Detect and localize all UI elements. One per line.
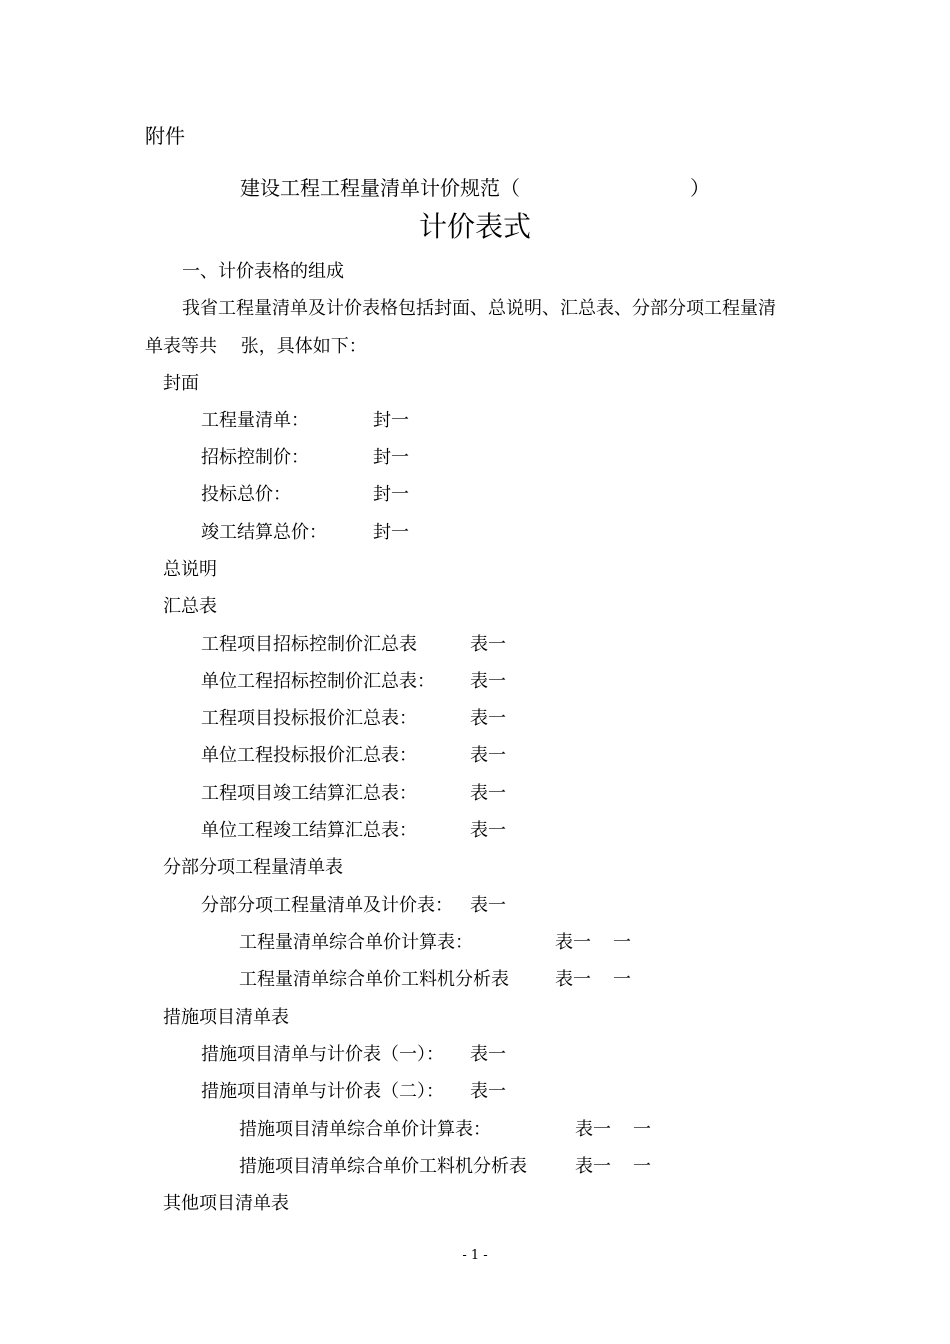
summary-item-label: 工程项目竣工结算汇总表： [201,783,417,804]
measures-heading: 措施项目清单表 [163,1007,289,1028]
subitem-sub-label: 工程量清单综合单价计算表： [239,932,473,953]
cover-heading: 封面 [163,373,199,394]
summary-item-code: 表一 [470,634,506,655]
subitem-item-code: 表一 [470,895,506,916]
summary-item-label: 单位工程投标报价汇总表： [201,745,417,766]
subitem-heading: 分部分项工程量清单表 [163,857,343,878]
cover-item-code: 封一 [373,484,409,505]
cover-item-code: 封一 [373,410,409,431]
measures-sub-code: 表一 [575,1119,611,1140]
other-heading: 其他项目清单表 [163,1193,289,1214]
summary-heading: 汇总表 [163,596,217,617]
measures-item-code: 表一 [470,1081,506,1102]
document-title-close: ） [690,176,710,200]
summary-item-code: 表一 [470,783,506,804]
cover-item-label: 招标控制价： [201,447,309,468]
intro-paragraph-line2: 单表等共 张，具体如下： [145,336,367,357]
measures-item-label: 措施项目清单与计价表（二）： [201,1081,444,1102]
document-subtitle: 计价表式 [418,210,531,243]
section-heading: 一、计价表格的组成 [182,261,344,282]
cover-item-label: 投标总价： [201,484,291,505]
measures-sub-label: 措施项目清单综合单价工料机分析表 [239,1156,527,1177]
cover-item-code: 封一 [373,447,409,468]
summary-item-label: 工程项目投标报价汇总表： [201,708,417,729]
subitem-sub-code: 表一 [555,932,591,953]
measures-sub-code: 表一 [575,1156,611,1177]
document-title: 建设工程工程量清单计价规范（ [240,176,520,200]
summary-item-code: 表一 [470,745,506,766]
summary-item-label: 工程项目招标控制价汇总表 [201,634,417,655]
cover-item-code: 封一 [373,522,409,543]
summary-item-code: 表一 [470,708,506,729]
cover-item-label: 工程量清单： [201,410,309,431]
measures-item-label: 措施项目清单与计价表（一）： [201,1044,444,1065]
general-heading: 总说明 [163,559,217,580]
attachment-label: 附件 [145,124,185,148]
measures-item-code: 表一 [470,1044,506,1065]
summary-item-code: 表一 [470,820,506,841]
measures-sub-code2: 一 [633,1119,651,1140]
page-number: - 1 - [462,1248,488,1263]
subitem-item-label: 分部分项工程量清单及计价表： [201,895,453,916]
summary-item-code: 表一 [470,671,506,692]
summary-item-label: 单位工程招标控制价汇总表： [201,671,435,692]
measures-sub-label: 措施项目清单综合单价计算表： [239,1119,491,1140]
subitem-sub-code: 表一 [555,969,591,990]
subitem-sub-code2: 一 [613,969,631,990]
intro-paragraph-line1: 我省工程量清单及计价表格包括封面、总说明、汇总表、分部分项工程量清 [182,298,776,319]
measures-sub-code2: 一 [633,1156,651,1177]
subitem-sub-label: 工程量清单综合单价工料机分析表 [239,969,509,990]
subitem-sub-code2: 一 [613,932,631,953]
summary-item-label: 单位工程竣工结算汇总表： [201,820,417,841]
cover-item-label: 竣工结算总价： [201,522,327,543]
